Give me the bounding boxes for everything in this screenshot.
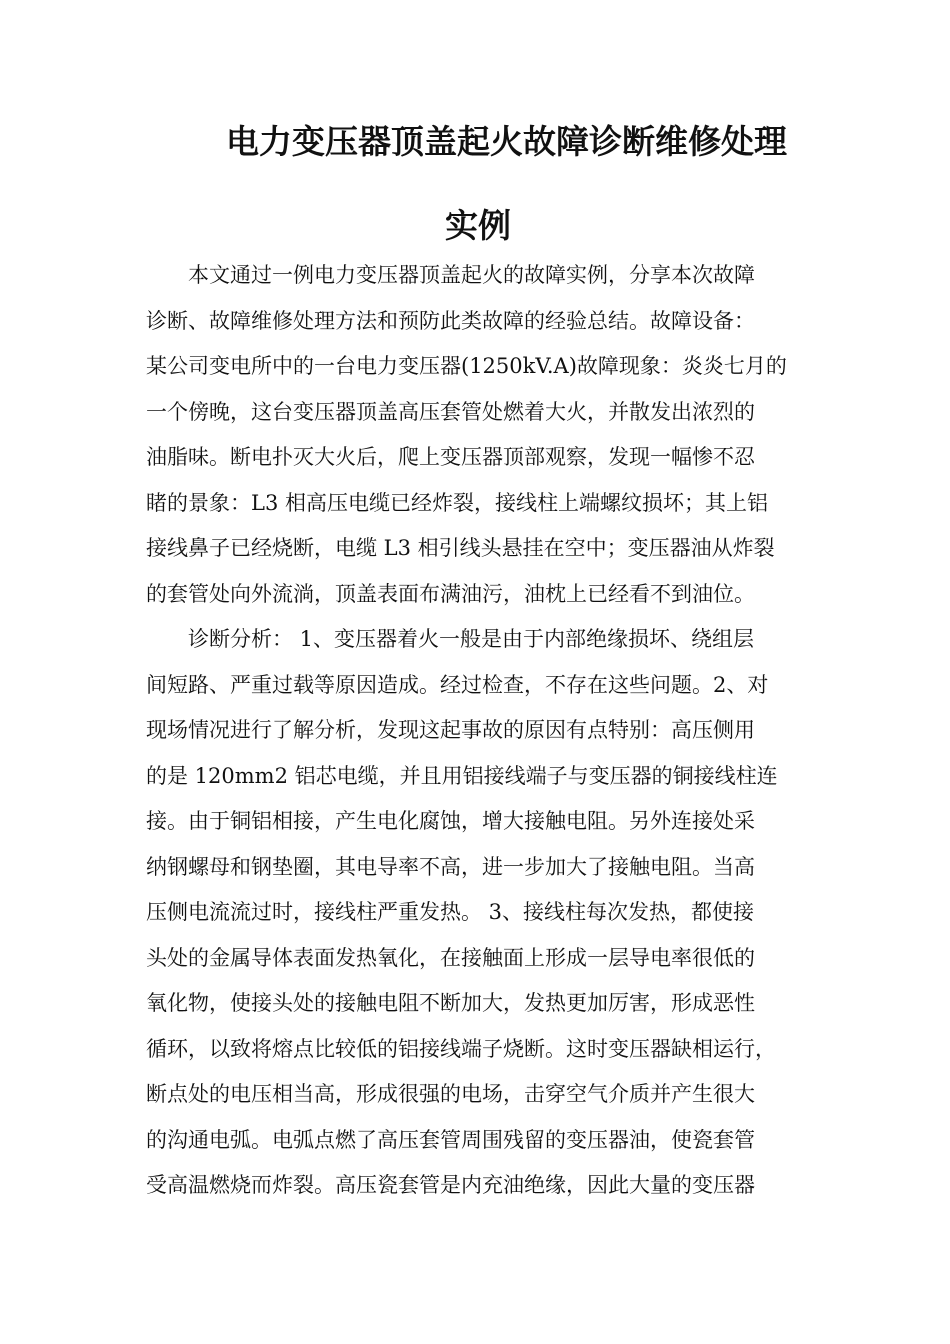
paragraph-2-line-1: 诊断分析： 1、变压器着火一般是由于内部绝缘损坏、绕组层 (188, 627, 755, 651)
paragraph-2-line-4: 的是 120mm2 铝芯电缆，并且用铝接线端子与变压器的铜接线柱连 (146, 763, 778, 788)
paragraph-1-line-4: 一个傍晚，这台变压器顶盖高压套管处燃着大火，并散发出浓烈的 (146, 399, 755, 424)
paragraph-1-line-8: 的套管处向外流淌，顶盖表面布满油污，油枕上已经看不到油位。 (146, 581, 755, 606)
paragraph-2-line-12: 的沟通电弧。电弧点燃了高压套管周围残留的变压器油，使瓷套管 (146, 1127, 755, 1152)
paragraph-2-line-9: 氧化物，使接头处的接触电阻不断加大，发热更加厉害，形成恶性 (146, 991, 755, 1015)
paragraph-2-line-8: 头处的金属导体表面发热氧化，在接触面上形成一层导电率很低的 (146, 945, 755, 970)
paragraph-2-line-6: 纳钢螺母和钢垫圈，其电导率不高，进一步加大了接触电阻。当高 (146, 854, 755, 879)
document-body (146, 253, 810, 1209)
paragraph-2-line-2: 间短路、严重过载等原因造成。经过检查，不存在这些问题。2、对 (146, 672, 769, 697)
paragraph-1-line-7: 接线鼻子已经烧断，电缆 L3 相引线头悬挂在空中；变压器油从炸裂 (146, 536, 775, 560)
paragraph-2-line-3: 现场情况进行了解分析，发现这起事故的原因有点特别：高压侧用 (146, 718, 755, 742)
paragraph-1-line-6: 睹的景象：L3 相高压电缆已经炸裂，接线柱上端螺纹损坏；其上铝 (146, 490, 768, 515)
paragraph-2-line-13: 受高温燃烧而炸裂。高压瓷套管是内充油绝缘，因此大量的变压器 (146, 1173, 755, 1197)
paragraph-1-line-5: 油脂味。断电扑灭大火后，爬上变压器顶部观察，发现一幅惨不忍 (146, 445, 755, 469)
title-line-2: 实例 (445, 206, 511, 245)
paragraph-2-line-7: 压侧电流流过时，接线柱严重发热。 3、接线柱每次发热，都使接 (146, 900, 755, 924)
paragraph-1-line-3: 某公司变电所中的一台电力变压器(1250kV.A)故障现象：炎炎七月的 (146, 354, 787, 378)
paragraph-1-line-1: 本文通过一例电力变压器顶盖起火的故障实例，分享本次故障 (188, 263, 755, 287)
paragraph-2-line-10: 循环，以致将熔点比较低的铝接线端子烧断。这时变压器缺相运行， (146, 1036, 776, 1061)
paragraph-2-line-11: 断点处的电压相当高，形成很强的电场，击穿空气介质并产生很大 (146, 1082, 755, 1106)
paragraph-1-line-2: 诊断、故障维修处理方法和预防此类故障的经验总结。故障设备： (146, 308, 755, 333)
title-line-1: 电力变压器顶盖起火故障诊断维修处理 (226, 122, 787, 161)
document-title (146, 112, 810, 256)
paragraph-2-line-5: 接。由于铜铝相接，产生电化腐蚀，增大接触电阻。另外连接处采 (146, 809, 755, 833)
